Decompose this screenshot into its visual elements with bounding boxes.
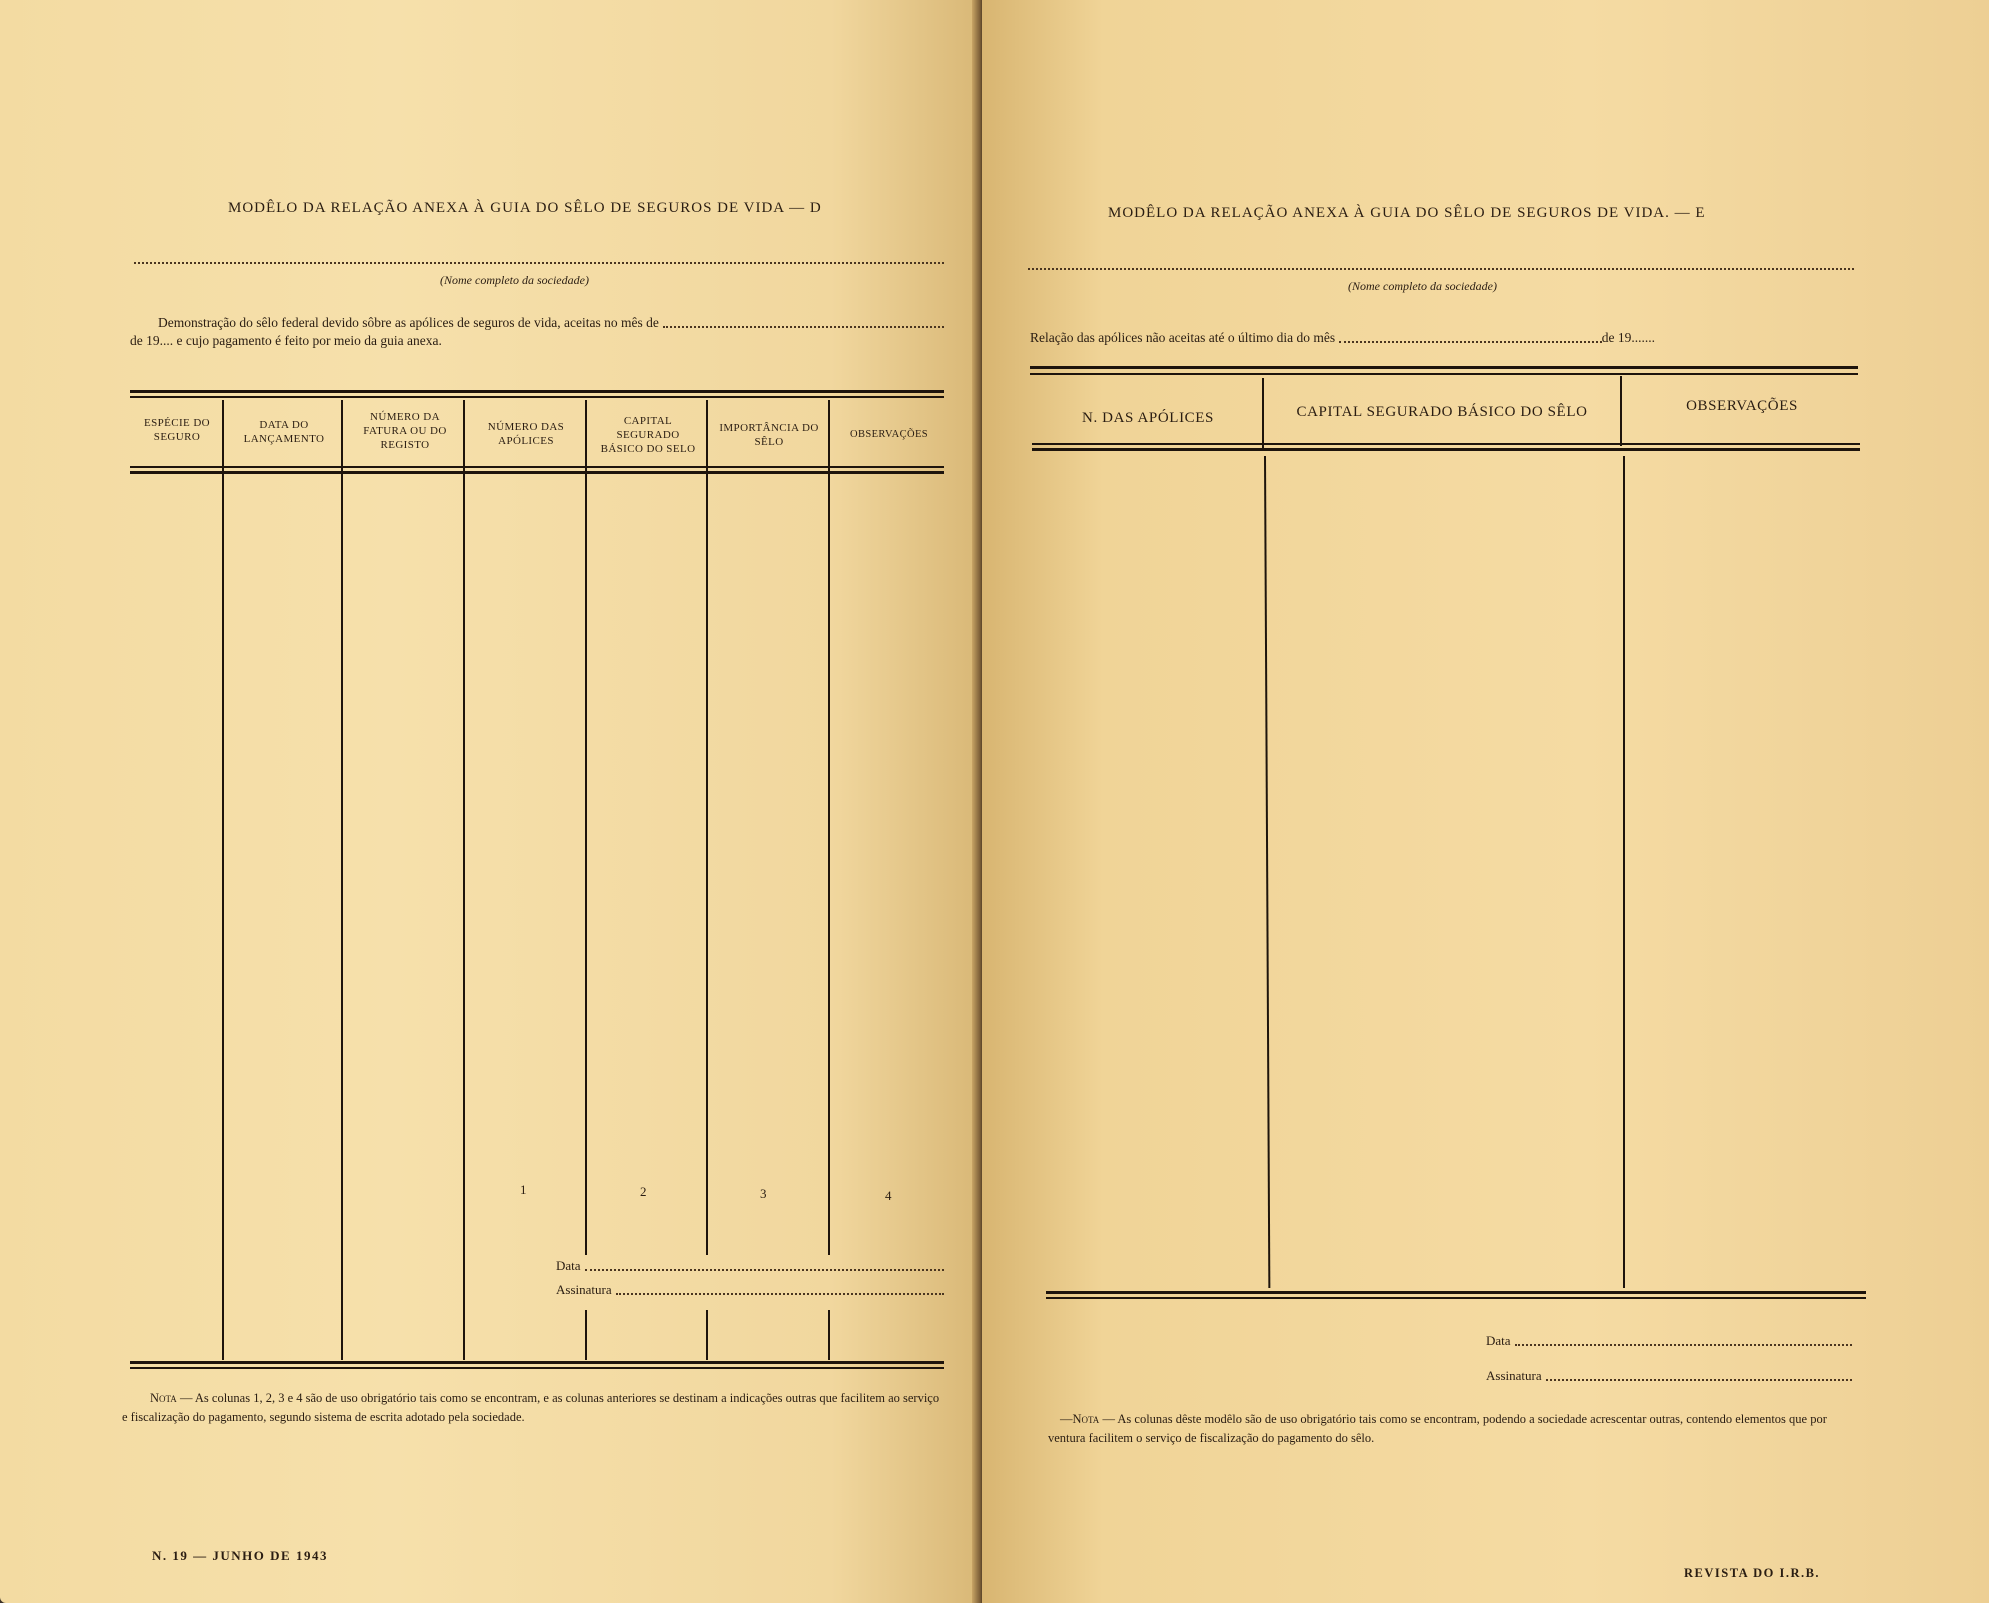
right-company-name-caption: (Nome completo da sociedade): [1348, 279, 1497, 293]
col-divider-2: [341, 400, 343, 1360]
left-date-field: [556, 1258, 944, 1274]
right-footer-publication: REVISTA DO I.R.B.: [1684, 1566, 1821, 1580]
column-number-1: 1: [520, 1182, 527, 1197]
col-divider-3: [463, 400, 465, 1360]
right-col-header-capital: CAPITAL SEGURADO BÁSICO DO SÊLO: [1296, 404, 1588, 420]
column-number-3: 3: [760, 1186, 767, 1201]
right-header-divider-2: [1620, 376, 1622, 446]
table-bottom-rule: [130, 1361, 944, 1364]
right-company-name-line: [1028, 268, 1854, 270]
left-footer-issue: N. 19 — JUNHO DE 1943: [152, 1548, 328, 1563]
column-number-2: 2: [640, 1184, 647, 1199]
header-bottom-rule: [130, 471, 944, 474]
left-signature-blank: [616, 1293, 944, 1295]
left-note: [122, 1389, 942, 1427]
col-header-data-lancamento: DATA DO LANÇAMENTO: [243, 419, 325, 445]
intro-text-2: de 19.... e cujo pagamento é feito por meio da guia anexa.: [130, 333, 442, 348]
table-top-rule: [130, 390, 944, 393]
right-date-blank: [1515, 1344, 1852, 1346]
col-divider-5-lower: [706, 1310, 708, 1360]
right-col-header-apolices: N. DAS APÓLICES: [1082, 410, 1214, 426]
col-header-especie: ESPÉCIE DO SEGURO: [143, 417, 211, 443]
right-col-header-observacoes: OBSERVAÇÕES: [1686, 398, 1798, 414]
column-number-4: 4: [885, 1188, 892, 1203]
right-header-divider-1: [1262, 378, 1264, 448]
right-header-bottom-rule-thin: [1032, 443, 1860, 445]
col-divider-5: [706, 400, 708, 1255]
right-table-bottom-rule-thin: [1046, 1297, 1866, 1299]
right-date-label: Data: [1486, 1333, 1511, 1348]
col-divider-6-lower: [828, 1310, 830, 1360]
left-date-blank: [585, 1269, 944, 1271]
table-top-rule-thin: [130, 396, 944, 398]
right-intro-line: [1030, 330, 1655, 346]
right-note-label: —Nota: [1060, 1412, 1100, 1426]
month-blank: [663, 326, 944, 328]
right-header-bottom-rule: [1032, 448, 1860, 451]
col-divider-4-lower: [585, 1310, 587, 1360]
right-col-divider-1: [1264, 456, 1270, 1288]
right-table-bottom-rule: [1046, 1291, 1866, 1294]
right-signature-blank: [1546, 1379, 1852, 1381]
col-header-observacoes: OBSERVAÇÕES: [849, 429, 929, 440]
right-intro-suffix: de 19.......: [1601, 330, 1655, 345]
right-note: [1048, 1410, 1858, 1448]
left-page-title: MODÊLO DA RELAÇÃO ANEXA À GUIA DO SÊLO DE SEGUROS DE VIDA — D: [228, 200, 822, 216]
right-month-blank: [1339, 341, 1602, 343]
right-signature-label: Assinatura: [1486, 1368, 1542, 1383]
right-col-divider-2: [1623, 456, 1625, 1288]
left-signature-label: Assinatura: [556, 1282, 612, 1297]
right-page: [982, 0, 1989, 1603]
col-divider-1: [222, 400, 224, 1360]
right-note-text: — As colunas dêste modêlo são de uso obrigatório tais como se encontram, podendo a sociedade acrescentar outras, contendo elementos que por ventura facilitem o serviço de fiscalização do pagamento do sêlo.: [1048, 1412, 1827, 1445]
table-bottom-rule-thin: [130, 1367, 944, 1369]
company-name-caption: (Nome completo da sociedade): [440, 273, 589, 287]
left-note-label: Nota: [150, 1391, 177, 1405]
right-signature-field: [1486, 1368, 1852, 1384]
col-header-numero-fatura: NÚMERO DA FATURA OU DO REGISTO: [363, 411, 447, 451]
right-page-title: MODÊLO DA RELAÇÃO ANEXA À GUIA DO SÊLO DE SEGUROS DE VIDA. — E: [1108, 205, 1706, 221]
col-header-numero-apolices: NÚMERO DAS APÓLICES: [487, 421, 565, 447]
left-date-label: Data: [556, 1258, 581, 1273]
left-note-text: — As colunas 1, 2, 3 e 4 são de uso obrigatório tais como se encontram, e as colunas anteriores se destinam a indicações outras que facilitem ao serviço e fiscalização do pagamento, segundo sistema de escrita adotado pela sociedade.: [122, 1391, 940, 1424]
intro-line-1: [158, 315, 944, 331]
right-intro-text: Relação das apólices não aceitas até o último dia do mês: [1030, 330, 1336, 345]
company-name-line: [134, 262, 944, 264]
col-divider-4: [585, 400, 587, 1255]
col-header-capital-segurado: CAPITAL SEGURADO BÁSICO DO SELO: [600, 415, 696, 455]
intro-text-1: Demonstração do sêlo federal devido sôbre as apólices de seguros de vida, aceitas no mês de: [158, 315, 659, 330]
right-table-top-rule-thin: [1030, 373, 1858, 375]
left-signature-field: [556, 1282, 944, 1298]
col-divider-6: [828, 400, 830, 1255]
right-table-top-rule: [1030, 366, 1858, 369]
left-page: [0, 0, 978, 1603]
col-header-importancia-selo: IMPORTÂNCIA DO SÊLO: [719, 422, 819, 448]
header-bottom-rule-thin: [130, 466, 944, 468]
right-date-field: [1486, 1333, 1852, 1349]
